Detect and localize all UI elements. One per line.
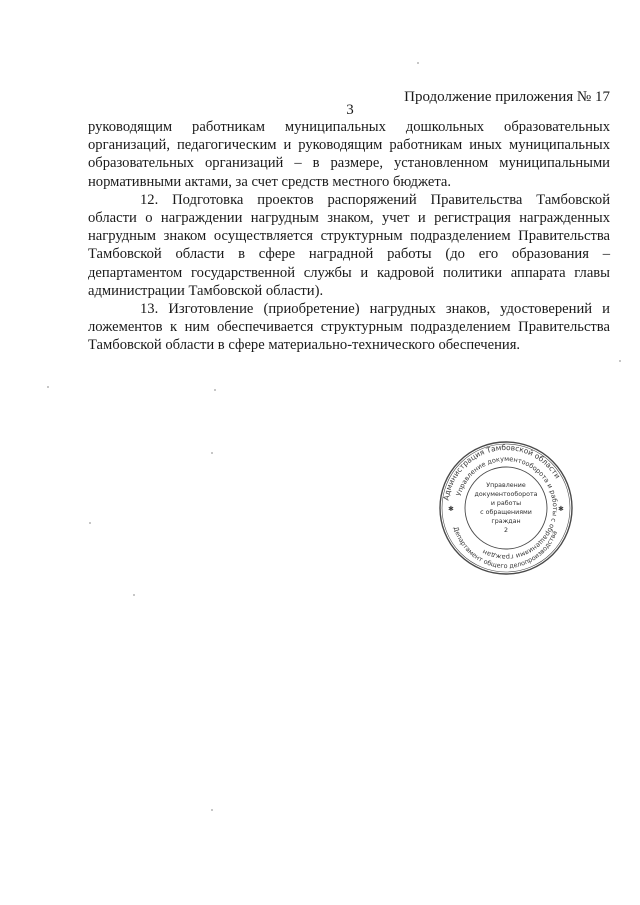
scan-speck xyxy=(214,389,216,391)
scan-speck xyxy=(133,594,135,596)
stamp-center-line-2: документооборота xyxy=(474,491,538,498)
stamp-bottom-text-path: Департамент общего делопроизводства xyxy=(451,525,559,571)
stamp-middle-text-path: Управление документооборота и работы с обращениями граждан xyxy=(454,454,560,562)
official-stamp xyxy=(438,440,574,576)
page-number: 3 xyxy=(346,102,354,118)
stamp-center-line-6: 2 xyxy=(503,527,509,534)
stamp-outer-text-path: Администрация Тамбовской области xyxy=(441,442,563,502)
paragraph-continued: руководящим работникам муниципальных дошкольных образовательных организаций, педагогическим и руководящим работникам иных муниципальных образовательных организаций – в размере, установленном муниципальными нормативными актами, за счет средств местного бюджета. xyxy=(88,119,610,190)
scan-speck xyxy=(89,522,91,524)
scan-speck xyxy=(47,386,49,388)
stamp-center-line-1: Управление xyxy=(486,482,526,489)
scan-speck xyxy=(417,62,419,64)
appendix-continuation-label: Продолжение приложения № 17 xyxy=(404,89,610,105)
scan-speck xyxy=(211,452,213,454)
stamp-center-line-4: с обращениями xyxy=(480,509,532,516)
stamp-seal-graphic xyxy=(438,440,574,576)
paragraph-12: 12. Подготовка проектов распоряжений Правительства Тамбовской области о награждении нагрудным знаком, учет и регистрация награжденных нагрудным знаком осуществляется структурным подразделением Правительства Тамбовской области в сфере наградной работы (до его образования – департаментом государственной службы и кадровой политики аппарата главы администрации Тамбовской области). xyxy=(88,191,610,299)
stamp-star-right-icon: ✱ xyxy=(558,505,564,513)
stamp-center-line-5: граждан xyxy=(491,518,521,525)
stamp-center-line-3: и работы xyxy=(490,500,522,507)
document-body xyxy=(88,118,610,355)
paragraph-13: 13. Изготовление (приобретение) нагрудных знаков, удостоверений и ложементов к ним обеспечивается структурным подразделением Правительства Тамбовской области в сфере материально-технического обеспечения. xyxy=(88,301,610,354)
scan-speck xyxy=(619,360,621,362)
scan-speck xyxy=(211,809,213,811)
stamp-star-left-icon: ✱ xyxy=(448,505,454,513)
